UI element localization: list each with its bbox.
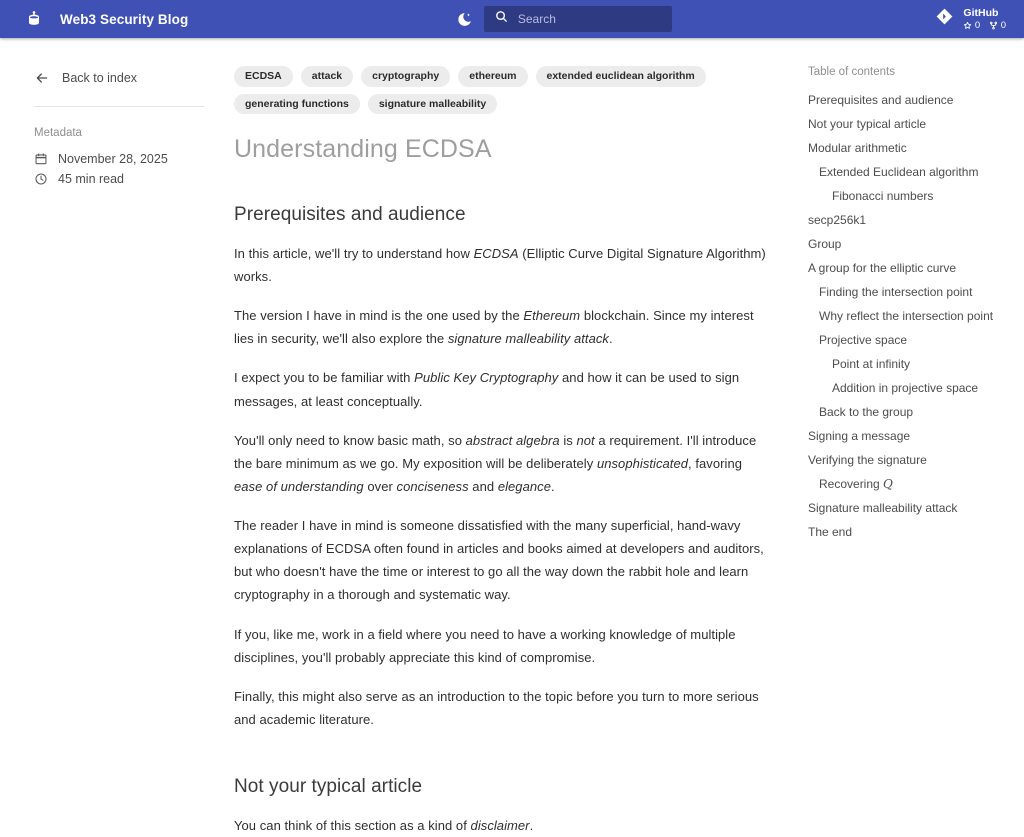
toc-list (808, 88, 1016, 545)
toc-item[interactable]: Signature malleability attack (808, 501, 958, 516)
section-heading: Not your typical article (234, 776, 423, 798)
arrow-left-icon (34, 70, 50, 86)
github-label: GitHub (963, 6, 999, 19)
toc-item[interactable]: Signing a message (808, 428, 911, 443)
toc-item[interactable]: The end (808, 525, 853, 540)
toc-item[interactable]: Not your typical article (808, 116, 927, 131)
tag-list (234, 66, 772, 114)
metadata-date-row (32, 149, 204, 169)
toc-item[interactable]: Extended Euclidean algorithm (819, 164, 979, 179)
github-stars (963, 20, 980, 32)
github-meta (963, 7, 1006, 32)
toc-item[interactable]: Why reflect the intersection point (819, 308, 994, 323)
metadata-heading: Metadata (34, 127, 82, 139)
toc-item[interactable]: Finding the intersection point (819, 284, 973, 299)
metadata-readtime-value: 45 min read (58, 172, 125, 186)
tag-pill[interactable]: cryptography (361, 66, 450, 87)
tag-pill[interactable]: signature malleability (368, 94, 497, 115)
toc-item[interactable]: Group (808, 236, 842, 251)
article-content (228, 66, 808, 833)
article-paragraph: The version I have in mind is the one used by the Ethereum blockchain. Since my interest lies in security, we'll also explore the signature malleability attack. (234, 308, 754, 347)
article-paragraph: The reader I have in mind is someone dissatisfied with the many superficial, hand-wavy explanations of ECDSA often found in articles and books aimed at developers and auditors, but who doesn't have the time or interest to go all the way down the rabbit hole and learn cryptography in a thorough and systematic way. (234, 518, 764, 603)
sidebar-divider (34, 106, 204, 107)
table-of-contents (808, 66, 1024, 768)
toc-item[interactable]: Recovering Q (819, 477, 893, 491)
tag-pill[interactable]: ethereum (458, 66, 527, 87)
moon-icon[interactable] (452, 6, 478, 32)
toc-item[interactable]: Verifying the signature (808, 452, 927, 467)
tag-pill[interactable]: extended euclidean algorithm (536, 66, 706, 87)
search-icon (494, 9, 509, 29)
search-input[interactable] (484, 6, 672, 32)
github-diamond-icon (935, 7, 954, 31)
github-forks (989, 20, 1006, 32)
header-search-area (452, 6, 672, 32)
page-title: Understanding ECDSA (234, 135, 492, 163)
back-to-index-link[interactable] (32, 66, 204, 90)
search-placeholder: Search (517, 12, 556, 26)
tag-pill[interactable]: ECDSA (234, 66, 293, 87)
article-paragraph: If you, like me, work in a field where you need to have a working knowledge of multiple disciplines, you'll probably appreciate this kind of compromise. (234, 626, 736, 665)
github-star-count: 0 (974, 19, 981, 31)
star-icon (963, 21, 972, 30)
article-paragraph: Finally, this might also serve as an introduction to the topic before you turn to more serious and academic literature. (234, 688, 759, 727)
tag-pill[interactable]: generating functions (234, 94, 360, 115)
github-link[interactable] (935, 7, 1006, 32)
fork-icon (989, 21, 998, 30)
toc-item[interactable]: Modular arithmetic (808, 140, 907, 155)
toc-item[interactable]: Addition in projective space (832, 380, 979, 395)
article-paragraph: In this article, we'll try to understand how ECDSA (Elliptic Curve Digital Signature Algorithm) works. (234, 245, 766, 285)
toc-item[interactable]: A group for the elliptic curve (808, 260, 957, 275)
calendar-icon (34, 152, 48, 166)
github-fork-count: 0 (1000, 19, 1006, 31)
toc-item[interactable]: Projective space (819, 332, 908, 347)
back-to-index-label: Back to index (62, 71, 138, 85)
book-logo-icon (24, 9, 44, 29)
left-sidebar (0, 66, 228, 768)
toc-item[interactable]: Point at infinity (832, 356, 911, 371)
article-paragraph: You'll only need to know basic math, so abstract algebra is not a requirement. I'll introduce the bare minimum as we go. My exposition will be deliberately unsophisticated, favoring ease of understanding over conciseness and elegance. (234, 432, 757, 494)
header-brand[interactable] (24, 9, 188, 29)
article-paragraph: You can think of this section as a kind of disclaimer. (234, 817, 534, 833)
toc-item[interactable]: Back to the group (819, 404, 914, 419)
clock-icon (34, 172, 48, 186)
toc-item[interactable]: Prerequisites and audience (808, 92, 954, 107)
metadata-date-value: November 28, 2025 (58, 152, 168, 166)
article-sections (234, 203, 772, 837)
toc-item[interactable]: Fibonacci numbers (832, 188, 934, 203)
page-body (0, 38, 1024, 833)
metadata-readtime-row (32, 169, 204, 189)
tag-pill[interactable]: attack (301, 66, 353, 87)
article-paragraph: I expect you to be familiar with Public Key Cryptography and how it can be used to sign messages, at least conceptually. (234, 370, 740, 409)
site-header (0, 0, 1024, 38)
site-title: Web3 Security Blog (60, 11, 189, 27)
toc-heading: Table of contents (808, 66, 895, 78)
toc-item[interactable]: secp256k1 (808, 212, 867, 227)
github-stats (963, 20, 1006, 32)
section-heading: Prerequisites and audience (234, 204, 466, 226)
